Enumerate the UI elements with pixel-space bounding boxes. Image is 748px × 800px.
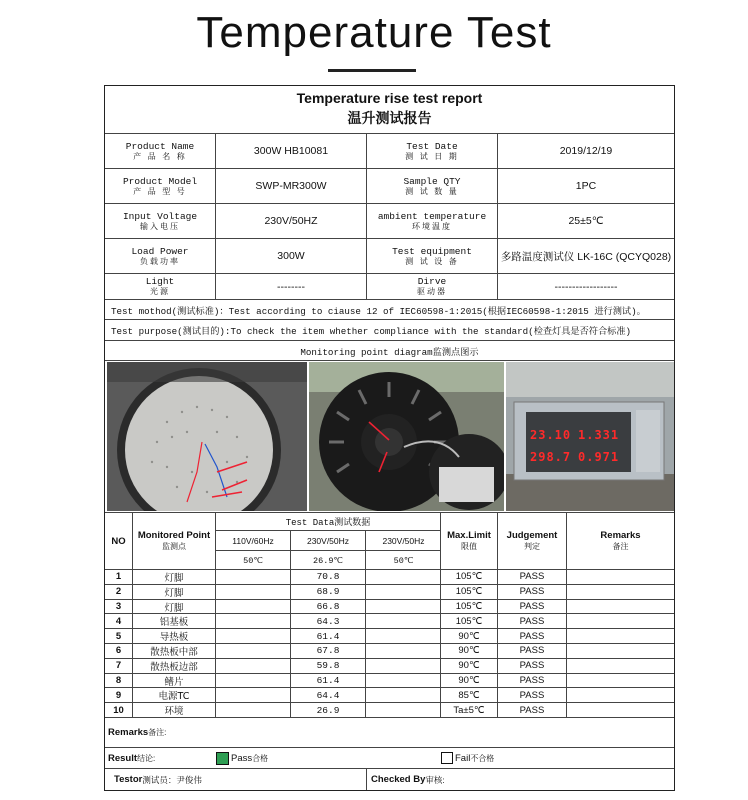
monitored-point-text: 散热板中部 <box>150 646 198 658</box>
info-value: 25±5℃ <box>568 215 604 227</box>
lamp-front-photo <box>107 362 307 511</box>
data-cell-230v <box>291 674 366 688</box>
info-value-left <box>216 134 367 168</box>
voltage-col-2: 230V/50Hz <box>291 531 366 550</box>
test-method: Test mothod(测试标准)：Test according to ciause 12 of IEC60598-1:2015(根据IEC60598-1:2015 进行测试)。 <box>111 305 646 317</box>
max-limit-text: 85℃ <box>458 689 480 701</box>
judgement <box>498 570 567 584</box>
max-limit <box>441 688 498 702</box>
row-number <box>105 570 133 584</box>
data-cell-230v <box>291 614 366 628</box>
info-value-right <box>498 274 674 299</box>
remarks-cell <box>567 688 674 702</box>
monitored-point <box>133 614 216 628</box>
title-underline <box>328 69 416 72</box>
info-label-cn: 驱动器 <box>417 287 447 296</box>
table-row <box>105 614 674 629</box>
max-limit-text: 90℃ <box>458 630 480 642</box>
remarks-cell <box>567 659 674 673</box>
data-cell-230v <box>291 644 366 658</box>
remarks-cell <box>567 703 674 717</box>
checked-by-label-cn: 审核: <box>425 774 445 785</box>
info-label-en: Test equipment <box>392 245 472 257</box>
monitored-point-text: 环境 <box>164 706 184 718</box>
data-cell-110v <box>216 570 291 584</box>
monitored-point <box>133 629 216 643</box>
remarks-cell <box>567 629 674 643</box>
test-data-title: Test Data测试数据 <box>216 513 440 531</box>
diagram-title-row <box>105 341 674 361</box>
row-number-text: 4 <box>115 615 122 627</box>
data-cell-110v <box>216 703 291 717</box>
row-number-text: 7 <box>115 660 122 672</box>
info-value: ------------------ <box>554 280 618 293</box>
data-cell-230v <box>291 570 366 584</box>
info-value-left <box>216 204 367 238</box>
test-purpose-row <box>105 320 674 341</box>
info-value: 230V/50HZ <box>264 215 318 227</box>
test-method-row <box>105 300 674 320</box>
row-number-text: 1 <box>115 571 122 583</box>
data-cell-230v-b <box>366 585 441 599</box>
judgement-text: PASS <box>519 689 545 701</box>
data-cell-110v <box>216 600 291 614</box>
info-label-cn: 输入电压 <box>140 221 180 231</box>
info-label-right <box>367 274 498 299</box>
data-cell-110v <box>216 688 291 702</box>
fail-label: Fail <box>455 752 471 764</box>
judgement-text: PASS <box>519 600 545 612</box>
monitored-point-text: 灯脚 <box>164 602 184 614</box>
data-cell-230v <box>291 585 366 599</box>
report-title-cn: 温升测试报告 <box>347 111 432 127</box>
data-cell-230v-b <box>366 674 441 688</box>
judgement-text: PASS <box>519 571 545 583</box>
meter-reading-2a: 298.7 <box>530 450 572 464</box>
pass-checkbox[interactable] <box>216 752 229 765</box>
data-cell-110v <box>216 674 291 688</box>
info-value: 300W <box>277 250 305 262</box>
info-value-right <box>498 204 674 238</box>
info-label-left <box>105 204 216 238</box>
info-label-en: Input Voltage <box>122 210 198 222</box>
max-limit <box>441 629 498 643</box>
judgement <box>498 600 567 614</box>
monitored-point-text: 导热板 <box>159 632 189 644</box>
row-number <box>105 585 133 599</box>
signature-row <box>105 769 674 790</box>
table-row <box>105 703 674 718</box>
voltage-header-row <box>216 531 440 551</box>
col-no-header: NO <box>105 513 133 569</box>
data-cell-230v <box>291 629 366 643</box>
row-number <box>105 644 133 658</box>
monitored-point-text: 电源TC <box>158 691 190 703</box>
remarks-cell <box>567 614 674 628</box>
test-data-header <box>216 513 441 569</box>
test-purpose: Test purpose(测试目的):To check the item whether compliance with the standard(检查灯具是否符合标准) <box>111 326 632 337</box>
data-cell-230v-b <box>366 703 441 717</box>
max-limit-text: 105℃ <box>455 615 483 627</box>
data-cell-230v <box>291 600 366 614</box>
monitored-point <box>133 703 216 717</box>
table-row <box>105 629 674 644</box>
row-number-text: 8 <box>115 674 122 686</box>
info-label-cn: 产 品 型 号 <box>133 186 187 196</box>
info-value-left <box>216 169 367 203</box>
info-value: 1PC <box>575 180 597 192</box>
monitored-point-text: 灯脚 <box>164 587 184 599</box>
judgement <box>498 614 567 628</box>
max-limit <box>441 614 498 628</box>
data-cell-230v-text: 61.4 <box>316 630 340 642</box>
monitored-point <box>133 674 216 688</box>
remarks-cell <box>567 570 674 584</box>
info-value-right <box>498 169 674 203</box>
data-cell-230v-b <box>366 644 441 658</box>
info-label-right <box>367 134 498 168</box>
info-label-cn: 产 品 名 称 <box>133 151 187 161</box>
info-label-en: Product Name <box>125 140 195 152</box>
monitored-point <box>133 659 216 673</box>
info-label-left <box>105 134 216 168</box>
row-number <box>105 600 133 614</box>
fail-option[interactable] <box>441 748 494 768</box>
table-row <box>105 585 674 600</box>
row-number <box>105 629 133 643</box>
temperature-header-row <box>216 551 440 570</box>
row-number <box>105 674 133 688</box>
temp-col-3: 50℃ <box>393 555 414 566</box>
info-label-en: Product Model <box>122 175 198 187</box>
remarks-row <box>105 718 674 748</box>
row-number-text: 3 <box>115 600 122 612</box>
max-limit-text: 90℃ <box>458 645 480 657</box>
info-label-cn: 测 试 日 期 <box>405 151 459 161</box>
data-cell-230v <box>291 659 366 673</box>
pass-label: Pass <box>231 752 253 764</box>
judgement-text: PASS <box>519 645 545 657</box>
data-cell-230v-b <box>366 629 441 643</box>
max-limit <box>441 570 498 584</box>
voltage-col-3: 230V/50Hz <box>382 535 425 546</box>
info-label-cn: 负载功率 <box>140 256 180 266</box>
info-value: 2019/12/19 <box>559 145 613 157</box>
info-label-right <box>367 169 498 203</box>
info-row <box>105 169 674 204</box>
data-cell-230v-text: 67.8 <box>316 645 340 657</box>
data-cell-230v-text: 61.4 <box>316 674 340 686</box>
row-number <box>105 688 133 702</box>
judgement-text: PASS <box>519 630 545 642</box>
max-limit-text: 105℃ <box>455 586 483 598</box>
info-label-left <box>105 239 216 273</box>
data-cell-230v-text: 26.9 <box>316 704 340 716</box>
max-limit <box>441 644 498 658</box>
monitored-point-text: 灯脚 <box>164 572 184 584</box>
info-row <box>105 204 674 239</box>
data-cell-110v <box>216 629 291 643</box>
info-value-left <box>216 239 367 273</box>
judgement <box>498 674 567 688</box>
info-label-cn: 环境温度 <box>412 221 452 231</box>
remarks-cell <box>567 674 674 688</box>
row-number-text: 5 <box>115 630 122 642</box>
data-cell-110v <box>216 585 291 599</box>
monitored-point-text: 鳍片 <box>164 676 184 688</box>
test-report <box>104 85 675 791</box>
data-cell-230v-b <box>366 600 441 614</box>
judgement-text: PASS <box>519 615 545 627</box>
info-value: 多路温度测试仪 LK-16C (QCYQ028) <box>500 250 672 263</box>
data-cell-230v-text: 66.8 <box>316 600 340 612</box>
pass-option[interactable] <box>216 748 268 768</box>
table-row <box>105 674 674 689</box>
row-number <box>105 703 133 717</box>
table-row <box>105 600 674 615</box>
fail-label-cn: 不合格 <box>470 753 495 763</box>
info-value: -------- <box>277 280 305 293</box>
table-row <box>105 644 674 659</box>
table-row <box>105 570 674 585</box>
max-limit-text: 90℃ <box>458 674 480 686</box>
diagram-title: Monitoring point diagram监测点图示 <box>300 346 479 358</box>
info-label-cn: 测 试 数 量 <box>405 186 459 196</box>
page-title: Temperature Test <box>196 8 552 57</box>
row-number-text: 6 <box>115 645 122 657</box>
data-cell-230v-text: 59.8 <box>316 660 340 672</box>
temp-col-2: 26.9℃ <box>291 551 366 570</box>
col-point-header: Monitored Point 监测点 <box>133 513 216 569</box>
info-label-en: Light <box>145 276 175 287</box>
remarks-label-cn: 备注: <box>148 728 167 737</box>
remarks-cell <box>567 585 674 599</box>
tester-name: 测试员：尹俊伟 <box>142 774 202 785</box>
lamp-back-photo <box>309 362 504 511</box>
max-limit-text: 90℃ <box>458 660 480 672</box>
info-label-left <box>105 274 216 299</box>
data-cell-110v <box>216 644 291 658</box>
info-label-left <box>105 169 216 203</box>
info-label-en: Sample QTY <box>403 175 461 187</box>
table-row <box>105 688 674 703</box>
data-cell-230v-text: 64.3 <box>316 615 340 627</box>
judgement <box>498 703 567 717</box>
judgement-text: PASS <box>519 586 545 598</box>
data-cell-230v-b <box>366 688 441 702</box>
info-row <box>105 274 674 300</box>
judgement <box>498 659 567 673</box>
monitored-point <box>133 570 216 584</box>
data-table-header <box>105 513 674 570</box>
info-label-en: Load Power <box>131 245 189 257</box>
row-number-text: 2 <box>115 586 122 598</box>
monitored-point <box>133 585 216 599</box>
judgement-text: PASS <box>519 660 545 672</box>
max-limit <box>441 659 498 673</box>
info-value: SWP-MR300W <box>255 180 327 192</box>
checked-by-label: Checked By <box>371 774 426 785</box>
monitored-point-text: 铝基板 <box>159 617 189 629</box>
judgement <box>498 585 567 599</box>
monitored-point <box>133 600 216 614</box>
info-value-right <box>498 239 674 273</box>
max-limit <box>441 600 498 614</box>
result-row <box>105 748 674 769</box>
remarks-cell <box>567 600 674 614</box>
info-label-right <box>367 204 498 238</box>
data-cell-230v <box>291 688 366 702</box>
info-value: 300W HB10081 <box>253 145 329 157</box>
data-cell-230v <box>291 703 366 717</box>
tester-label: Testor <box>114 774 143 785</box>
row-number <box>105 614 133 628</box>
remarks-cell <box>567 644 674 658</box>
result-label: Result <box>108 752 138 764</box>
col-remarks-header: Remarks 备注 <box>600 530 641 551</box>
remarks-label: Remarks <box>108 727 149 738</box>
meter-reading-2b: 0.971 <box>578 450 620 464</box>
max-limit <box>441 674 498 688</box>
data-cell-230v-b <box>366 570 441 584</box>
judgement <box>498 644 567 658</box>
info-label-en: Dirve <box>417 276 447 287</box>
info-value-left <box>216 274 367 299</box>
info-label-cn: 光源 <box>150 287 170 296</box>
pass-label-cn: 合格 <box>252 753 269 763</box>
max-limit-text: 105℃ <box>455 600 483 612</box>
info-label-right <box>367 239 498 273</box>
max-limit-text: 105℃ <box>455 571 483 583</box>
fail-checkbox[interactable] <box>441 752 453 764</box>
row-number-text: 10 <box>113 704 124 716</box>
max-limit <box>441 703 498 717</box>
max-limit-text: Ta±5℃ <box>453 704 485 716</box>
info-row <box>105 134 674 169</box>
data-cell-230v-text: 70.8 <box>316 571 340 583</box>
info-label-en: ambient temperature <box>377 210 487 222</box>
judgement-text: PASS <box>519 704 545 716</box>
result-label-cn: 结论: <box>137 753 156 763</box>
monitored-point <box>133 644 216 658</box>
data-cell-230v-b <box>366 614 441 628</box>
col-max-header: Max.Limit 限值 <box>441 513 498 569</box>
col-judgement-header: Judgement 判定 <box>498 513 567 569</box>
data-cell-230v-text: 64.4 <box>316 689 340 701</box>
data-cell-110v <box>216 659 291 673</box>
judgement-text: PASS <box>519 674 545 686</box>
temp-col-1: 50℃ <box>216 551 291 570</box>
info-value-right <box>498 134 674 168</box>
monitored-point <box>133 688 216 702</box>
report-title-en: Temperature rise test report <box>296 90 483 106</box>
max-limit <box>441 585 498 599</box>
meter-reading-1b: 1.331 <box>578 428 620 442</box>
judgement <box>498 688 567 702</box>
info-label-en: Test Date <box>406 140 458 152</box>
report-header <box>105 86 674 134</box>
row-number <box>105 659 133 673</box>
table-row <box>105 659 674 674</box>
info-label-cn: 测 试 设 备 <box>405 256 459 266</box>
data-cell-110v <box>216 614 291 628</box>
meter-reading-1a: 23.10 <box>530 428 572 442</box>
info-row <box>105 239 674 274</box>
data-cell-230v-b <box>366 659 441 673</box>
voltage-col-1: 110V/60Hz <box>216 531 291 550</box>
row-number-text: 9 <box>115 689 122 701</box>
monitored-point-text: 散热板边部 <box>150 661 198 673</box>
judgement <box>498 629 567 643</box>
data-cell-230v-text: 68.9 <box>316 586 340 598</box>
